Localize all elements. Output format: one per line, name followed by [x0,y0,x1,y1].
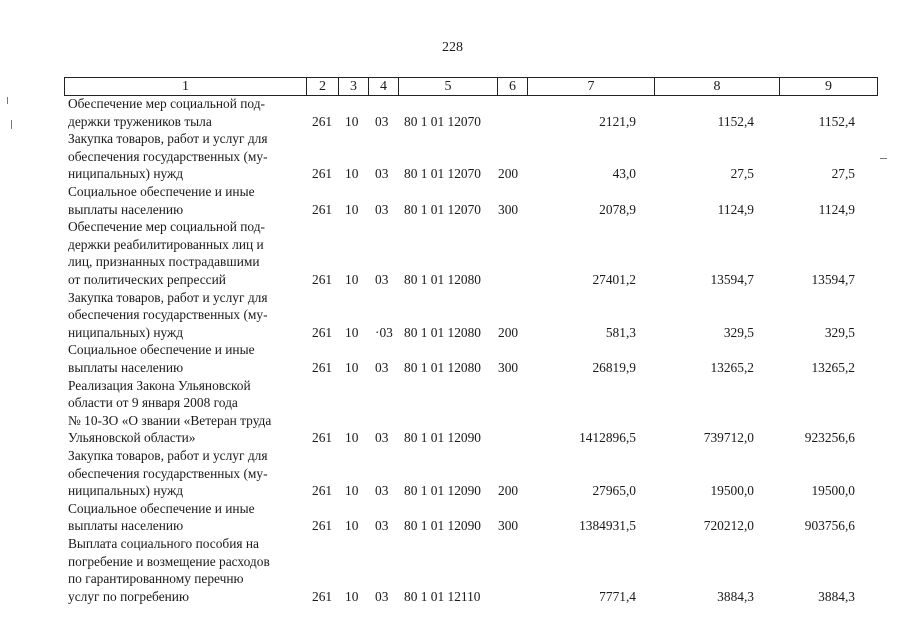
description-line: лиц, признанных пострадавшими [68,254,260,270]
cell-col-9: 923256,6 [804,430,855,446]
cell-col-2: 261 [312,166,333,182]
cell-col-3: 10 [345,271,359,287]
cell-col-4: 03 [375,483,389,499]
table-row [0,218,905,288]
description-line: по гарантированному перечню [68,571,244,587]
cell-col-9: 903756,6 [804,518,855,534]
col-header-9: 9 [780,78,878,96]
col-header-5: 5 [399,78,498,96]
cell-col-3: 10 [345,430,359,446]
description-line: обеспечения государственных (му- [68,465,268,481]
row-description [68,535,304,605]
cell-col-5: 80 1 01 12110 [404,588,481,604]
cell-col-7: 2121,9 [599,113,636,129]
cell-col-8: 720212,0 [703,518,754,534]
cell-col-5: 80 1 01 12070 [404,113,481,129]
cell-col-2: 261 [312,271,333,287]
column-header-row [64,77,878,96]
col-header-7: 7 [528,78,655,96]
description-line: обеспечения государственных (му- [68,148,268,164]
cell-col-6: 300 [498,201,519,217]
col-header-1: 1 [65,78,307,96]
cell-col-8: 1124,9 [717,201,754,217]
cell-col-7: 27401,2 [592,271,636,287]
description-line: погребение и возмещение расходов [68,553,270,569]
cell-col-6: 200 [498,324,519,340]
cell-col-8: 329,5 [723,324,754,340]
cell-col-9: 13265,2 [811,359,855,375]
description-line: Закупка товаров, работ и услуг для [68,131,268,147]
description-line: Социальное обеспечение и иные [68,500,255,516]
cell-col-8: 13265,2 [710,359,754,375]
cell-col-6: 300 [498,359,519,375]
description-line: Реализация Закона Ульяновской [68,377,251,393]
table-row [0,535,905,605]
description-line: Ульяновской области» [68,430,196,446]
cell-col-7: 43,0 [612,166,636,182]
cell-col-5: 80 1 01 12080 [404,324,481,340]
row-description [68,447,304,500]
col-header-3: 3 [339,78,369,96]
description-line: от политических репрессий [68,271,226,287]
table-row [0,447,905,500]
cell-col-2: 261 [312,518,333,534]
cell-col-9: 1152,4 [818,113,855,129]
cell-col-7: 1384931,5 [579,518,636,534]
cell-col-4: ·03 [375,324,393,340]
cell-col-4: 03 [375,166,389,182]
cell-col-2: 261 [312,483,333,499]
cell-col-3: 10 [345,201,359,217]
description-line: Обеспечение мер социальной под- [68,219,266,235]
cell-col-8: 1152,4 [717,113,754,129]
cell-col-4: 03 [375,201,389,217]
cell-col-7: 26819,9 [592,359,636,375]
col-header-6: 6 [498,78,528,96]
cell-col-5: 80 1 01 12070 [404,201,481,217]
row-description [68,130,304,183]
cell-col-4: 03 [375,588,389,604]
cell-col-2: 261 [312,113,333,129]
cell-col-6: 300 [498,518,519,534]
cell-col-7: 581,3 [605,324,636,340]
cell-col-9: 19500,0 [811,483,855,499]
row-description [68,183,304,218]
col-header-8: 8 [655,78,780,96]
cell-col-6: 200 [498,166,519,182]
description-line: выплаты населению [68,518,184,534]
row-description [68,218,304,288]
cell-col-9: 13594,7 [811,271,855,287]
cell-col-8: 739712,0 [703,430,754,446]
cell-col-2: 261 [312,201,333,217]
cell-col-3: 10 [345,324,359,340]
cell-col-7: 2078,9 [599,201,636,217]
cell-col-2: 261 [312,430,333,446]
cell-col-3: 10 [345,588,359,604]
cell-col-2: 261 [312,359,333,375]
cell-col-2: 261 [312,324,333,340]
cell-col-4: 03 [375,430,389,446]
cell-col-3: 10 [345,166,359,182]
table-row [0,341,905,376]
cell-col-6: 200 [498,483,519,499]
cell-col-5: 80 1 01 12080 [404,359,481,375]
table-row [0,377,905,447]
cell-col-3: 10 [345,518,359,534]
cell-col-8: 27,5 [730,166,754,182]
cell-col-5: 80 1 01 12090 [404,430,481,446]
table-row [0,500,905,535]
cell-col-3: 10 [345,113,359,129]
cell-col-7: 27965,0 [592,483,636,499]
cell-col-4: 03 [375,271,389,287]
scan-mark [11,120,12,129]
description-line: держки реабилитированных лиц и [68,236,264,252]
cell-col-5: 80 1 01 12090 [404,518,481,534]
scan-mark [880,158,887,159]
table-row [0,95,905,130]
description-line: ниципальных) нужд [68,324,184,340]
cell-col-9: 27,5 [831,166,855,182]
cell-col-3: 10 [345,359,359,375]
row-description [68,500,304,535]
cell-col-9: 329,5 [824,324,855,340]
cell-col-9: 1124,9 [818,201,855,217]
description-line: № 10-ЗО «О звании «Ветеран труда [68,412,272,428]
row-description [68,377,304,447]
page-number: 228 [442,40,463,55]
description-line: держки тружеников тыла [68,113,212,129]
cell-col-3: 10 [345,483,359,499]
col-header-4: 4 [369,78,399,96]
table-row [0,183,905,218]
cell-col-7: 7771,4 [599,588,636,604]
cell-col-4: 03 [375,518,389,534]
description-line: Закупка товаров, работ и услуг для [68,447,268,463]
cell-col-5: 80 1 01 12090 [404,483,481,499]
description-line: Обеспечение мер социальной под- [68,96,266,111]
description-line: Социальное обеспечение и иные [68,183,255,199]
scan-mark [7,97,8,104]
description-line: выплаты населению [68,359,184,375]
cell-col-5: 80 1 01 12080 [404,271,481,287]
table-row [0,289,905,342]
row-description [68,289,304,342]
description-line: обеспечения государственных (му- [68,307,268,323]
table-body [0,95,905,605]
cell-col-7: 1412896,5 [579,430,636,446]
cell-col-4: 03 [375,359,389,375]
description-line: ниципальных) нужд [68,483,184,499]
cell-col-8: 3884,3 [717,588,754,604]
cell-col-8: 19500,0 [710,483,754,499]
description-line: ниципальных) нужд [68,166,184,182]
description-line: услуг по погребению [68,588,189,604]
col-header-2: 2 [307,78,339,96]
row-description [68,95,304,130]
cell-col-9: 3884,3 [818,588,855,604]
table-row [0,130,905,183]
cell-col-4: 03 [375,113,389,129]
description-line: выплаты населению [68,201,184,217]
description-line: Социальное обеспечение и иные [68,342,255,358]
description-line: Закупка товаров, работ и услуг для [68,289,268,305]
cell-col-2: 261 [312,588,333,604]
row-description [68,341,304,376]
cell-col-8: 13594,7 [710,271,754,287]
description-line: области от 9 января 2008 года [68,395,238,411]
cell-col-5: 80 1 01 12070 [404,166,481,182]
description-line: Выплата социального пособия на [68,535,259,551]
